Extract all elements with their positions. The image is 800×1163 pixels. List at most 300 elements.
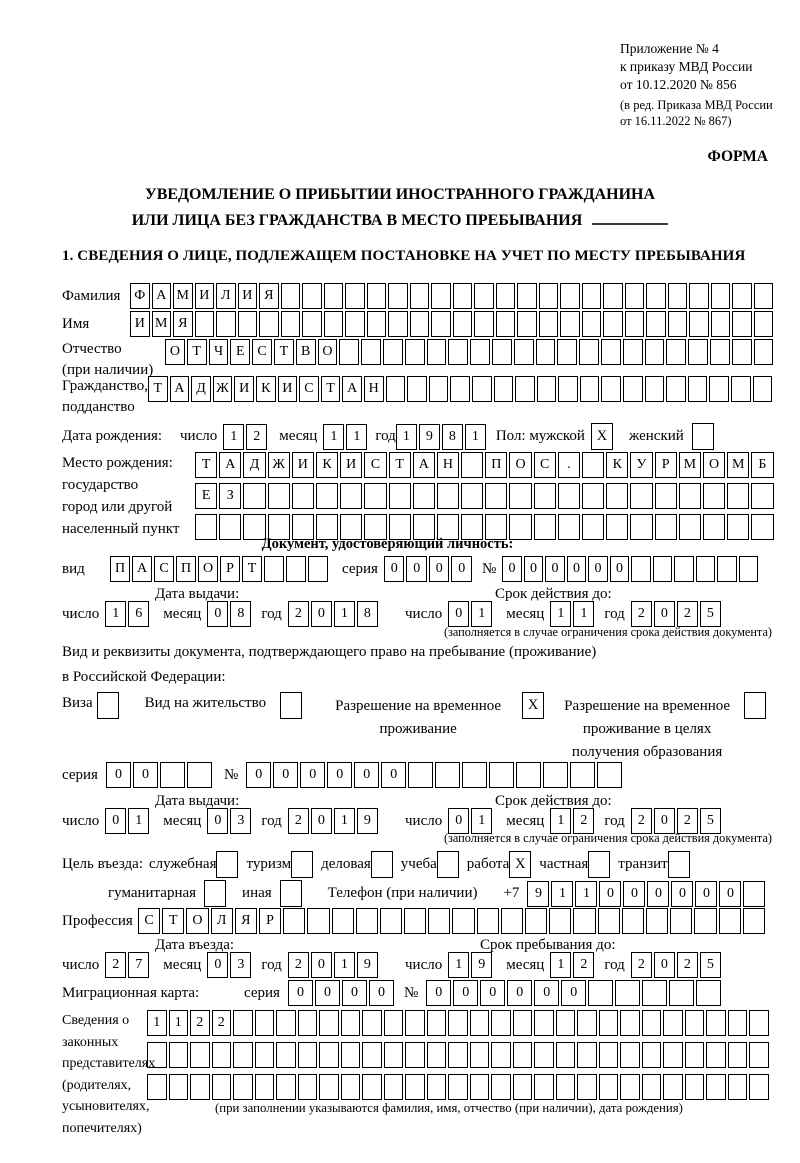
birth-year-cells[interactable] bbox=[396, 424, 486, 450]
until-day-cells[interactable] bbox=[448, 952, 492, 978]
form-cell[interactable]: 2 bbox=[677, 601, 698, 627]
form-cell[interactable]: С bbox=[252, 339, 272, 365]
form-cell[interactable] bbox=[666, 376, 686, 402]
purpose-tourism-checkbox[interactable] bbox=[291, 851, 313, 878]
form-cell[interactable]: К bbox=[316, 452, 338, 478]
form-cell[interactable] bbox=[380, 908, 402, 934]
form-cell[interactable] bbox=[625, 283, 645, 309]
form-cell[interactable] bbox=[556, 1042, 576, 1068]
form-cell[interactable] bbox=[384, 1074, 404, 1100]
form-cell[interactable] bbox=[754, 283, 774, 309]
form-cell[interactable] bbox=[577, 1074, 597, 1100]
form-cell[interactable]: Ж bbox=[268, 452, 290, 478]
form-cell[interactable] bbox=[298, 1042, 318, 1068]
form-cell[interactable] bbox=[410, 283, 430, 309]
form-cell[interactable] bbox=[719, 908, 741, 934]
form-cell[interactable] bbox=[496, 311, 516, 337]
purpose-work-checkbox[interactable]: X bbox=[509, 851, 531, 878]
form-cell[interactable]: 1 bbox=[575, 881, 597, 907]
form-cell[interactable]: 2 bbox=[288, 601, 309, 627]
form-cell[interactable]: 0 bbox=[133, 762, 158, 788]
form-cell[interactable]: Я bbox=[173, 311, 193, 337]
form-cell[interactable] bbox=[361, 339, 381, 365]
form-cell[interactable]: 0 bbox=[654, 952, 675, 978]
form-cell[interactable] bbox=[573, 908, 595, 934]
temp-residence-edu-checkbox[interactable] bbox=[744, 692, 766, 719]
patronymic-cells[interactable] bbox=[165, 339, 773, 365]
form-cell[interactable] bbox=[556, 1010, 576, 1036]
form-cell[interactable]: 5 bbox=[700, 808, 721, 834]
form-cell[interactable]: А bbox=[152, 283, 172, 309]
form-cell[interactable]: Т bbox=[148, 376, 168, 402]
form-cell[interactable] bbox=[501, 908, 523, 934]
issue-day-cells[interactable] bbox=[105, 601, 149, 627]
form-cell[interactable] bbox=[461, 452, 483, 478]
form-cell[interactable] bbox=[276, 1074, 296, 1100]
form-cell[interactable] bbox=[384, 1042, 404, 1068]
form-cell[interactable] bbox=[427, 1074, 447, 1100]
form-cell[interactable] bbox=[427, 339, 447, 365]
form-cell[interactable]: П bbox=[176, 556, 196, 582]
form-cell[interactable] bbox=[461, 483, 483, 509]
form-cell[interactable]: 1 bbox=[573, 601, 594, 627]
form-cell[interactable]: 0 bbox=[207, 952, 228, 978]
form-cell[interactable]: 9 bbox=[527, 881, 549, 907]
form-cell[interactable]: 0 bbox=[654, 808, 675, 834]
birth-place-cells-1[interactable] bbox=[195, 452, 774, 478]
form-cell[interactable]: 1 bbox=[471, 601, 492, 627]
form-cell[interactable] bbox=[485, 483, 507, 509]
until-year-cells[interactable] bbox=[631, 952, 721, 978]
form-cell[interactable] bbox=[588, 980, 613, 1006]
form-cell[interactable] bbox=[732, 283, 752, 309]
form-cell[interactable] bbox=[601, 376, 621, 402]
form-cell[interactable]: М bbox=[152, 311, 172, 337]
form-cell[interactable] bbox=[427, 1042, 447, 1068]
form-cell[interactable] bbox=[670, 908, 692, 934]
form-cell[interactable]: Т bbox=[389, 452, 411, 478]
form-cell[interactable]: 1 bbox=[323, 424, 344, 450]
form-cell[interactable] bbox=[706, 1074, 726, 1100]
form-cell[interactable]: 0 bbox=[671, 881, 693, 907]
purpose-study-checkbox[interactable] bbox=[437, 851, 459, 878]
form-cell[interactable] bbox=[728, 1074, 748, 1100]
form-cell[interactable]: 2 bbox=[631, 952, 652, 978]
form-cell[interactable]: 0 bbox=[647, 881, 669, 907]
form-cell[interactable] bbox=[539, 311, 559, 337]
form-cell[interactable] bbox=[405, 339, 425, 365]
form-cell[interactable] bbox=[324, 311, 344, 337]
surname-cells[interactable] bbox=[130, 283, 773, 309]
form-cell[interactable] bbox=[560, 283, 580, 309]
residence-permit-checkbox[interactable] bbox=[280, 692, 302, 719]
form-cell[interactable] bbox=[534, 1042, 554, 1068]
form-cell[interactable]: Т bbox=[187, 339, 207, 365]
form-cell[interactable] bbox=[579, 339, 599, 365]
form-cell[interactable]: К bbox=[256, 376, 276, 402]
form-cell[interactable] bbox=[517, 311, 537, 337]
form-cell[interactable] bbox=[477, 908, 499, 934]
form-cell[interactable]: С bbox=[299, 376, 319, 402]
form-cell[interactable] bbox=[560, 311, 580, 337]
form-cell[interactable]: О bbox=[198, 556, 218, 582]
form-cell[interactable] bbox=[717, 556, 737, 582]
male-checkbox[interactable]: X bbox=[591, 423, 613, 450]
doc-type-cells[interactable] bbox=[110, 556, 328, 582]
form-cell[interactable] bbox=[302, 283, 322, 309]
form-cell[interactable]: 0 bbox=[451, 556, 472, 582]
form-cell[interactable] bbox=[233, 1010, 253, 1036]
form-cell[interactable] bbox=[462, 762, 487, 788]
form-cell[interactable]: 0 bbox=[311, 952, 332, 978]
form-cell[interactable] bbox=[685, 1074, 705, 1100]
form-cell[interactable] bbox=[413, 483, 435, 509]
form-cell[interactable]: 2 bbox=[631, 601, 652, 627]
form-cell[interactable] bbox=[437, 483, 459, 509]
visa-checkbox[interactable] bbox=[97, 692, 119, 719]
form-cell[interactable]: 2 bbox=[105, 952, 126, 978]
form-cell[interactable] bbox=[728, 1042, 748, 1068]
form-cell[interactable]: О bbox=[165, 339, 185, 365]
issue-year-cells[interactable] bbox=[288, 808, 378, 834]
form-cell[interactable] bbox=[749, 1010, 769, 1036]
form-cell[interactable] bbox=[470, 339, 490, 365]
form-cell[interactable]: 0 bbox=[342, 980, 367, 1006]
form-cell[interactable] bbox=[362, 1074, 382, 1100]
form-cell[interactable] bbox=[169, 1074, 189, 1100]
form-cell[interactable] bbox=[339, 339, 359, 365]
form-cell[interactable]: 0 bbox=[448, 601, 469, 627]
form-cell[interactable] bbox=[435, 762, 460, 788]
form-cell[interactable] bbox=[689, 283, 709, 309]
form-cell[interactable] bbox=[408, 762, 433, 788]
form-cell[interactable]: 0 bbox=[599, 881, 621, 907]
form-cell[interactable]: Б bbox=[751, 452, 773, 478]
form-cell[interactable]: 0 bbox=[507, 980, 532, 1006]
form-cell[interactable] bbox=[472, 376, 492, 402]
form-cell[interactable] bbox=[549, 908, 571, 934]
form-cell[interactable] bbox=[489, 762, 514, 788]
form-cell[interactable]: 1 bbox=[223, 424, 244, 450]
form-cell[interactable]: И bbox=[340, 452, 362, 478]
birth-month-cells[interactable] bbox=[323, 424, 367, 450]
form-cell[interactable] bbox=[655, 483, 677, 509]
form-cell[interactable]: 5 bbox=[700, 952, 721, 978]
form-cell[interactable] bbox=[388, 311, 408, 337]
form-cell[interactable] bbox=[474, 311, 494, 337]
form-cell[interactable]: А bbox=[170, 376, 190, 402]
form-cell[interactable]: 0 bbox=[406, 556, 427, 582]
form-cell[interactable] bbox=[362, 1010, 382, 1036]
form-cell[interactable]: 0 bbox=[502, 556, 522, 582]
form-cell[interactable] bbox=[255, 1074, 275, 1100]
form-cell[interactable]: П bbox=[110, 556, 130, 582]
legal-reps-cells-2[interactable] bbox=[147, 1042, 769, 1068]
form-cell[interactable] bbox=[642, 1042, 662, 1068]
form-cell[interactable] bbox=[364, 483, 386, 509]
form-cell[interactable] bbox=[513, 1042, 533, 1068]
form-cell[interactable] bbox=[623, 376, 643, 402]
form-cell[interactable] bbox=[727, 483, 749, 509]
form-cell[interactable] bbox=[728, 1010, 748, 1036]
form-cell[interactable] bbox=[453, 283, 473, 309]
form-cell[interactable] bbox=[195, 311, 215, 337]
form-cell[interactable] bbox=[405, 1074, 425, 1100]
form-cell[interactable] bbox=[292, 483, 314, 509]
form-cell[interactable]: Р bbox=[259, 908, 281, 934]
form-cell[interactable]: 2 bbox=[288, 808, 309, 834]
form-cell[interactable]: Р bbox=[220, 556, 240, 582]
form-cell[interactable]: 2 bbox=[212, 1010, 232, 1036]
form-cell[interactable]: Л bbox=[211, 908, 233, 934]
form-cell[interactable]: И bbox=[238, 283, 258, 309]
form-cell[interactable] bbox=[307, 908, 329, 934]
form-cell[interactable] bbox=[534, 1010, 554, 1036]
purpose-private-checkbox[interactable] bbox=[588, 851, 610, 878]
form-cell[interactable]: 1 bbox=[334, 952, 355, 978]
form-cell[interactable] bbox=[515, 376, 535, 402]
form-cell[interactable] bbox=[606, 483, 628, 509]
form-cell[interactable]: 0 bbox=[381, 762, 406, 788]
form-cell[interactable] bbox=[703, 483, 725, 509]
form-cell[interactable] bbox=[603, 283, 623, 309]
form-cell[interactable] bbox=[298, 1074, 318, 1100]
form-cell[interactable] bbox=[212, 1074, 232, 1100]
entry-day-cells[interactable] bbox=[105, 952, 149, 978]
form-cell[interactable] bbox=[749, 1074, 769, 1100]
form-cell[interactable]: 0 bbox=[354, 762, 379, 788]
form-cell[interactable]: 3 bbox=[230, 952, 251, 978]
form-cell[interactable] bbox=[688, 376, 708, 402]
form-cell[interactable] bbox=[516, 762, 541, 788]
form-cell[interactable] bbox=[319, 1042, 339, 1068]
form-cell[interactable]: О bbox=[318, 339, 338, 365]
form-cell[interactable]: 6 bbox=[128, 601, 149, 627]
form-cell[interactable] bbox=[492, 339, 512, 365]
form-cell[interactable]: 1 bbox=[334, 808, 355, 834]
form-cell[interactable] bbox=[751, 483, 773, 509]
form-cell[interactable] bbox=[514, 339, 534, 365]
form-cell[interactable]: 0 bbox=[207, 808, 228, 834]
form-cell[interactable]: Т bbox=[195, 452, 217, 478]
form-cell[interactable]: 3 bbox=[230, 808, 251, 834]
form-cell[interactable] bbox=[679, 483, 701, 509]
form-cell[interactable] bbox=[754, 339, 774, 365]
form-cell[interactable] bbox=[238, 311, 258, 337]
form-cell[interactable] bbox=[642, 1074, 662, 1100]
form-cell[interactable]: 2 bbox=[573, 808, 594, 834]
form-cell[interactable] bbox=[324, 283, 344, 309]
form-cell[interactable]: И bbox=[195, 283, 215, 309]
form-cell[interactable] bbox=[341, 1010, 361, 1036]
purpose-transit-checkbox[interactable] bbox=[668, 851, 690, 878]
form-cell[interactable]: 1 bbox=[147, 1010, 167, 1036]
form-cell[interactable] bbox=[663, 1042, 683, 1068]
form-cell[interactable]: 0 bbox=[610, 556, 630, 582]
form-cell[interactable]: 1 bbox=[550, 952, 571, 978]
migration-number-cells[interactable] bbox=[426, 980, 721, 1006]
form-cell[interactable]: 0 bbox=[315, 980, 340, 1006]
form-cell[interactable] bbox=[147, 1074, 167, 1100]
form-cell[interactable] bbox=[582, 311, 602, 337]
form-cell[interactable] bbox=[212, 1042, 232, 1068]
form-cell[interactable]: 9 bbox=[357, 808, 378, 834]
form-cell[interactable]: 2 bbox=[288, 952, 309, 978]
form-cell[interactable] bbox=[474, 283, 494, 309]
form-cell[interactable] bbox=[558, 376, 578, 402]
form-cell[interactable] bbox=[233, 1042, 253, 1068]
form-cell[interactable] bbox=[341, 1042, 361, 1068]
form-cell[interactable] bbox=[389, 483, 411, 509]
form-cell[interactable]: А bbox=[342, 376, 362, 402]
form-cell[interactable] bbox=[580, 376, 600, 402]
issue-year-cells[interactable] bbox=[288, 601, 378, 627]
form-cell[interactable] bbox=[556, 1074, 576, 1100]
form-cell[interactable]: 0 bbox=[545, 556, 565, 582]
form-cell[interactable] bbox=[386, 376, 406, 402]
citizenship-cells[interactable] bbox=[148, 376, 772, 402]
form-cell[interactable]: 1 bbox=[128, 808, 149, 834]
purpose-business-checkbox[interactable] bbox=[371, 851, 393, 878]
form-cell[interactable] bbox=[233, 1074, 253, 1100]
given-name-cells[interactable] bbox=[130, 311, 773, 337]
form-cell[interactable] bbox=[298, 1010, 318, 1036]
form-cell[interactable] bbox=[491, 1010, 511, 1036]
legal-reps-cells-1[interactable] bbox=[147, 1010, 769, 1036]
form-cell[interactable] bbox=[620, 1042, 640, 1068]
form-cell[interactable] bbox=[216, 311, 236, 337]
expiry-year-cells[interactable] bbox=[631, 601, 721, 627]
form-cell[interactable] bbox=[653, 556, 673, 582]
form-cell[interactable] bbox=[431, 311, 451, 337]
form-cell[interactable] bbox=[341, 1074, 361, 1100]
form-cell[interactable]: 0 bbox=[524, 556, 544, 582]
form-cell[interactable] bbox=[599, 1042, 619, 1068]
form-cell[interactable] bbox=[356, 908, 378, 934]
form-cell[interactable]: 2 bbox=[246, 424, 267, 450]
form-cell[interactable] bbox=[534, 483, 556, 509]
birth-place-cells-2[interactable] bbox=[195, 483, 774, 509]
form-cell[interactable]: 8 bbox=[357, 601, 378, 627]
form-cell[interactable] bbox=[428, 908, 450, 934]
form-cell[interactable] bbox=[689, 311, 709, 337]
form-cell[interactable] bbox=[536, 339, 556, 365]
form-cell[interactable] bbox=[754, 311, 774, 337]
form-cell[interactable]: И bbox=[278, 376, 298, 402]
form-cell[interactable] bbox=[367, 283, 387, 309]
form-cell[interactable] bbox=[601, 339, 621, 365]
form-cell[interactable] bbox=[367, 311, 387, 337]
entry-year-cells[interactable] bbox=[288, 952, 378, 978]
form-cell[interactable] bbox=[405, 1042, 425, 1068]
form-cell[interactable]: 1 bbox=[550, 601, 571, 627]
form-cell[interactable]: 9 bbox=[419, 424, 440, 450]
form-cell[interactable] bbox=[259, 311, 279, 337]
form-cell[interactable] bbox=[543, 762, 568, 788]
form-cell[interactable]: 0 bbox=[588, 556, 608, 582]
form-cell[interactable] bbox=[302, 311, 322, 337]
form-cell[interactable] bbox=[615, 980, 640, 1006]
form-cell[interactable]: Р bbox=[655, 452, 677, 478]
form-cell[interactable] bbox=[620, 1074, 640, 1100]
profession-cells[interactable] bbox=[138, 908, 765, 934]
form-cell[interactable]: 0 bbox=[429, 556, 450, 582]
form-cell[interactable]: 1 bbox=[465, 424, 486, 450]
form-cell[interactable]: И bbox=[292, 452, 314, 478]
form-cell[interactable]: И bbox=[130, 311, 150, 337]
form-cell[interactable] bbox=[190, 1074, 210, 1100]
form-cell[interactable] bbox=[496, 283, 516, 309]
form-cell[interactable] bbox=[642, 980, 667, 1006]
form-cell[interactable] bbox=[731, 376, 751, 402]
stay-series-cells[interactable] bbox=[106, 762, 212, 788]
form-cell[interactable] bbox=[685, 1042, 705, 1068]
form-cell[interactable] bbox=[470, 1010, 490, 1036]
migration-series-cells[interactable] bbox=[288, 980, 394, 1006]
form-cell[interactable] bbox=[345, 311, 365, 337]
form-cell[interactable]: Л bbox=[216, 283, 236, 309]
form-cell[interactable]: С bbox=[138, 908, 160, 934]
form-cell[interactable] bbox=[570, 762, 595, 788]
temp-residence-checkbox[interactable]: X bbox=[522, 692, 544, 719]
form-cell[interactable]: Ф bbox=[130, 283, 150, 309]
form-cell[interactable] bbox=[685, 1010, 705, 1036]
form-cell[interactable] bbox=[283, 908, 305, 934]
form-cell[interactable] bbox=[743, 881, 765, 907]
form-cell[interactable] bbox=[255, 1010, 275, 1036]
form-cell[interactable]: Т bbox=[242, 556, 262, 582]
form-cell[interactable]: 2 bbox=[631, 808, 652, 834]
form-cell[interactable]: 0 bbox=[719, 881, 741, 907]
form-cell[interactable] bbox=[517, 283, 537, 309]
form-cell[interactable]: 0 bbox=[207, 601, 228, 627]
form-cell[interactable] bbox=[448, 1074, 468, 1100]
form-cell[interactable] bbox=[539, 283, 559, 309]
form-cell[interactable]: 0 bbox=[623, 881, 645, 907]
form-cell[interactable]: 0 bbox=[106, 762, 131, 788]
form-cell[interactable]: 1 bbox=[396, 424, 417, 450]
form-cell[interactable]: М bbox=[727, 452, 749, 478]
form-cell[interactable]: Ч bbox=[209, 339, 229, 365]
form-cell[interactable]: У bbox=[630, 452, 652, 478]
form-cell[interactable] bbox=[319, 1074, 339, 1100]
form-cell[interactable] bbox=[513, 1074, 533, 1100]
form-cell[interactable] bbox=[281, 311, 301, 337]
form-cell[interactable] bbox=[743, 908, 765, 934]
form-cell[interactable]: 0 bbox=[273, 762, 298, 788]
form-cell[interactable]: 0 bbox=[288, 980, 313, 1006]
form-cell[interactable] bbox=[622, 908, 644, 934]
entry-month-cells[interactable] bbox=[207, 952, 251, 978]
form-cell[interactable]: 0 bbox=[695, 881, 717, 907]
form-cell[interactable] bbox=[427, 1010, 447, 1036]
form-cell[interactable]: 0 bbox=[426, 980, 451, 1006]
form-cell[interactable] bbox=[696, 556, 716, 582]
form-cell[interactable] bbox=[431, 283, 451, 309]
form-cell[interactable] bbox=[410, 311, 430, 337]
form-cell[interactable] bbox=[582, 483, 604, 509]
form-cell[interactable]: А bbox=[132, 556, 152, 582]
form-cell[interactable]: З bbox=[219, 483, 241, 509]
form-cell[interactable]: 0 bbox=[561, 980, 586, 1006]
form-cell[interactable]: Е bbox=[230, 339, 250, 365]
expiry-month-cells[interactable] bbox=[550, 601, 594, 627]
form-cell[interactable]: 0 bbox=[453, 980, 478, 1006]
form-cell[interactable] bbox=[669, 980, 694, 1006]
form-cell[interactable]: Н bbox=[437, 452, 459, 478]
form-cell[interactable] bbox=[384, 1010, 404, 1036]
form-cell[interactable] bbox=[711, 283, 731, 309]
